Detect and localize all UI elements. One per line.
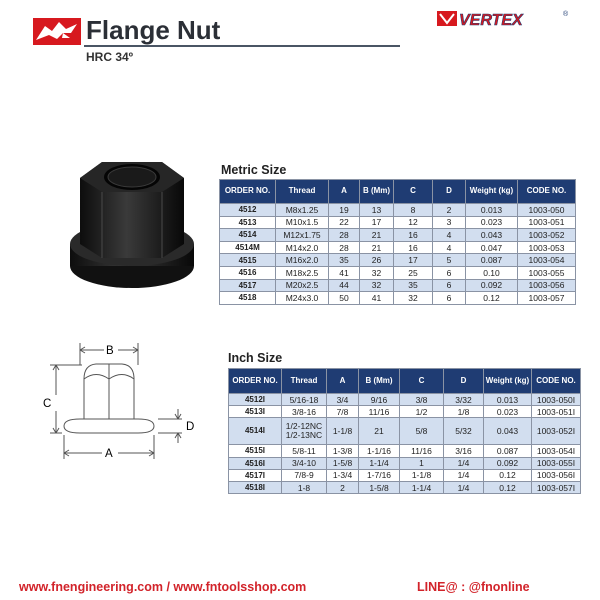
table-row — [229, 418, 581, 445]
table-cell: 19 — [329, 204, 360, 217]
metric-col-header: B (Mm) — [360, 180, 394, 204]
table-cell: 1003-050 — [518, 204, 576, 217]
table-cell: 1-3/8 — [327, 445, 359, 457]
table-cell: 1-1/4 — [359, 457, 400, 469]
table-cell: 4512I — [229, 394, 282, 406]
table-cell: 32 — [360, 279, 394, 292]
table-cell: 0.023 — [466, 216, 518, 229]
table-cell: 4512 — [220, 204, 276, 217]
table-cell: 0.023 — [484, 406, 532, 418]
table-cell: 50 — [329, 292, 360, 305]
eagle-logo — [33, 18, 81, 45]
table-cell: 16 — [394, 229, 433, 242]
table-cell: 5/8 — [400, 418, 444, 445]
table-cell: 1-7/16 — [359, 469, 400, 481]
table-cell: 5 — [433, 254, 466, 267]
inch-col-header: Weight (kg) — [484, 369, 532, 394]
flange-nut-photo — [62, 148, 202, 298]
table-cell: 11/16 — [400, 445, 444, 457]
table-cell: 6 — [433, 279, 466, 292]
table-cell: 4514I — [229, 418, 282, 445]
table-cell: 11/16 — [359, 406, 400, 418]
table-row — [229, 469, 581, 481]
inch-header-row — [229, 369, 581, 394]
table-cell: 6 — [433, 292, 466, 305]
table-cell: 1003-056I — [532, 469, 581, 481]
table-cell: 41 — [329, 266, 360, 279]
table-cell: 1-3/4 — [327, 469, 359, 481]
table-cell: 5/32 — [444, 418, 484, 445]
table-cell: 7/8-9 — [282, 469, 327, 481]
footer-websites[interactable]: www.fnengineering.com / www.fntoolsshop.com — [19, 580, 307, 594]
table-cell: M14x2.0 — [276, 241, 329, 254]
table-cell: 22 — [329, 216, 360, 229]
table-cell: 4 — [433, 241, 466, 254]
table-cell: 1003-057I — [532, 481, 581, 493]
vertex-brand-logo — [437, 8, 577, 30]
table-cell: 13 — [360, 204, 394, 217]
table-cell: 1/2-12NC 1/2-13NC — [282, 418, 327, 445]
table-row — [220, 241, 576, 254]
table-cell: 4518I — [229, 481, 282, 493]
table-cell: 0.12 — [466, 292, 518, 305]
table-cell: 32 — [394, 292, 433, 305]
table-cell: 4515I — [229, 445, 282, 457]
table-cell: 0.092 — [484, 457, 532, 469]
table-cell: 4516 — [220, 266, 276, 279]
eagle-icon — [33, 18, 81, 45]
table-cell: 1-1/16 — [359, 445, 400, 457]
inch-col-header: Thread — [282, 369, 327, 394]
table-cell: 3 — [433, 216, 466, 229]
table-cell: 0.087 — [484, 445, 532, 457]
table-cell: 0.12 — [484, 469, 532, 481]
dim-label-c: C — [43, 398, 52, 410]
registered-mark: ® — [563, 11, 569, 18]
table-cell: 21 — [360, 241, 394, 254]
table-cell: 3/32 — [444, 394, 484, 406]
table-cell: 3/4-10 — [282, 457, 327, 469]
table-cell: 4518 — [220, 292, 276, 305]
table-cell: 0.043 — [466, 229, 518, 242]
table-row — [229, 481, 581, 493]
table-cell: 4515 — [220, 254, 276, 267]
inch-col-header: ORDER NO. — [229, 369, 282, 394]
table-cell: 4514M — [220, 241, 276, 254]
metric-col-header: C — [394, 180, 433, 204]
dim-label-d: D — [186, 421, 195, 433]
table-cell: 12 — [394, 216, 433, 229]
table-cell: 35 — [394, 279, 433, 292]
table-cell: 4513I — [229, 406, 282, 418]
table-cell: 5/16-18 — [282, 394, 327, 406]
inch-col-header: D — [444, 369, 484, 394]
table-cell: 1-1/4 — [400, 481, 444, 493]
metric-size-title: Metric Size — [221, 163, 287, 177]
table-cell: 1003-056 — [518, 279, 576, 292]
table-cell: 1003-054 — [518, 254, 576, 267]
table-cell: 1003-052 — [518, 229, 576, 242]
table-cell: 2 — [433, 204, 466, 217]
table-cell: 4 — [433, 229, 466, 242]
table-cell: M12x1.75 — [276, 229, 329, 242]
table-cell: 1/4 — [444, 469, 484, 481]
table-cell: 1003-054I — [532, 445, 581, 457]
table-cell: 0.013 — [484, 394, 532, 406]
inch-body — [229, 394, 581, 494]
table-cell: M18x2.5 — [276, 266, 329, 279]
table-cell: 3/16 — [444, 445, 484, 457]
table-cell: M10x1.5 — [276, 216, 329, 229]
page-title: Flange Nut — [86, 15, 221, 45]
table-cell: 3/8 — [400, 394, 444, 406]
table-cell: 32 — [360, 266, 394, 279]
table-row — [220, 254, 576, 267]
table-row — [220, 266, 576, 279]
table-cell: 0.047 — [466, 241, 518, 254]
metric-col-header: ORDER NO. — [220, 180, 276, 204]
table-cell: 21 — [359, 418, 400, 445]
table-cell: 17 — [394, 254, 433, 267]
table-cell: 0.013 — [466, 204, 518, 217]
metric-col-header: D — [433, 180, 466, 204]
table-cell: 25 — [394, 266, 433, 279]
metric-size-table — [219, 179, 576, 305]
table-cell: 41 — [360, 292, 394, 305]
table-cell: 1003-050I — [532, 394, 581, 406]
inch-col-header: C — [400, 369, 444, 394]
inch-col-header: B (Mm) — [359, 369, 400, 394]
title-divider — [84, 45, 400, 47]
table-row — [220, 292, 576, 305]
table-cell: 28 — [329, 241, 360, 254]
table-cell: 4513 — [220, 216, 276, 229]
table-cell: 16 — [394, 241, 433, 254]
table-cell: 4516I — [229, 457, 282, 469]
table-cell: 4517I — [229, 469, 282, 481]
metric-col-header: A — [329, 180, 360, 204]
table-row — [229, 406, 581, 418]
table-row — [229, 445, 581, 457]
table-cell: 0.092 — [466, 279, 518, 292]
table-cell: 8 — [394, 204, 433, 217]
table-row — [220, 216, 576, 229]
metric-col-header: CODE NO. — [518, 180, 576, 204]
table-cell: M24x3.0 — [276, 292, 329, 305]
table-cell: 4514 — [220, 229, 276, 242]
inch-col-header: A — [327, 369, 359, 394]
table-cell: 1003-055 — [518, 266, 576, 279]
metric-col-header: Thread — [276, 180, 329, 204]
table-cell: 3/8-16 — [282, 406, 327, 418]
footer-line-contact[interactable]: LINE@ : @fnonline — [417, 580, 530, 594]
table-cell: 1/4 — [444, 481, 484, 493]
table-cell: 2 — [327, 481, 359, 493]
table-cell: M16x2.0 — [276, 254, 329, 267]
table-row — [220, 229, 576, 242]
table-cell: 1003-057 — [518, 292, 576, 305]
table-cell: 0.087 — [466, 254, 518, 267]
table-cell: 0.12 — [484, 481, 532, 493]
table-row — [229, 394, 581, 406]
metric-body — [220, 204, 576, 305]
table-cell: 1-1/8 — [327, 418, 359, 445]
table-cell: 1003-051 — [518, 216, 576, 229]
table-cell: 1003-052I — [532, 418, 581, 445]
table-cell: 7/8 — [327, 406, 359, 418]
table-cell: 0.043 — [484, 418, 532, 445]
table-cell: 1-5/8 — [359, 481, 400, 493]
table-cell: 6 — [433, 266, 466, 279]
table-cell: 0.10 — [466, 266, 518, 279]
metric-header-row — [220, 180, 576, 204]
table-cell: 26 — [360, 254, 394, 267]
table-cell: 4517 — [220, 279, 276, 292]
table-cell: 1-8 — [282, 481, 327, 493]
table-cell: 1003-051I — [532, 406, 581, 418]
dim-label-a: A — [105, 448, 113, 460]
hardness-subtitle: HRC 34º — [86, 50, 134, 64]
inch-size-title: Inch Size — [228, 351, 283, 365]
table-cell: 1/8 — [444, 406, 484, 418]
dimension-drawing — [40, 335, 210, 465]
table-cell: 1-5/8 — [327, 457, 359, 469]
table-cell: M8x1.25 — [276, 204, 329, 217]
table-row — [229, 457, 581, 469]
table-cell: 9/16 — [359, 394, 400, 406]
table-row — [220, 204, 576, 217]
table-cell: 21 — [360, 229, 394, 242]
table-cell: 3/4 — [327, 394, 359, 406]
brand-name: VERTEX — [459, 12, 523, 29]
table-cell: 1-1/8 — [400, 469, 444, 481]
metric-col-header: Weight (kg) — [466, 180, 518, 204]
table-cell: 1/2 — [400, 406, 444, 418]
dim-label-b: B — [106, 345, 114, 357]
table-cell: 1 — [400, 457, 444, 469]
inch-size-table — [228, 368, 581, 494]
table-cell: 1/4 — [444, 457, 484, 469]
table-cell: M20x2.5 — [276, 279, 329, 292]
table-cell: 35 — [329, 254, 360, 267]
table-cell: 17 — [360, 216, 394, 229]
table-cell: 5/8-11 — [282, 445, 327, 457]
table-cell: 1003-055I — [532, 457, 581, 469]
table-cell: 44 — [329, 279, 360, 292]
table-cell: 28 — [329, 229, 360, 242]
table-row — [220, 279, 576, 292]
inch-col-header: CODE NO. — [532, 369, 581, 394]
table-cell: 1003-053 — [518, 241, 576, 254]
